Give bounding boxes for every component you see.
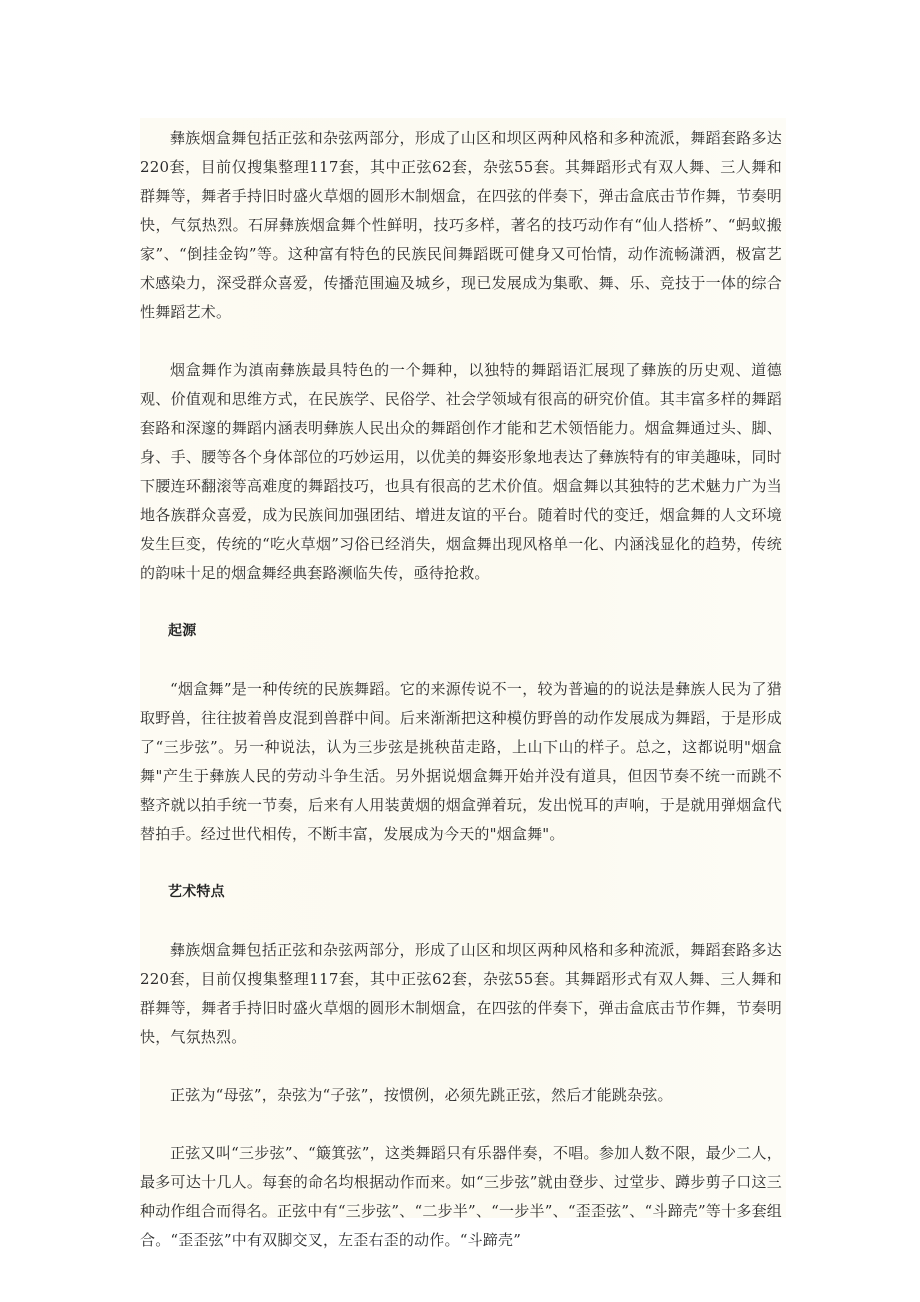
art-features-heading: 艺术特点 [168,884,225,900]
art-paragraph-2: 正弦为“母弦”，杂弦为“子弦”，按惯例，必须先跳正弦，然后才能跳杂弦。 [170,1086,673,1104]
document-page [140,118,786,1249]
art-paragraph-3: 正弦又叫“三步弦”、“簸箕弦”，这类舞蹈只有乐器伴奏，不唱。参加人数不限，最少二人，最多可达十几人。每套的命名均根据动作而来。如“三步弦”就由登步、过堂步、蹲步剪子口这三种动作组合而得名。正弦中有“三步弦”、“二步半”、“一步半”、“歪歪弦”、“斗蹄壳”等十多套组合。“歪歪弦”中有双脚交叉，左歪右歪的动作。“斗蹄壳” [140,1144,782,1249]
origin-paragraph: “烟盒舞”是一种传统的民族舞蹈。它的来源传说不一，较为普遍的的说法是彝族人民为了猎取野兽，往往披着兽皮混到兽群中间。后来渐渐把这种模仿野兽的动作发展成为舞蹈，于是形成了“三步弦”。另一种说法，认为三步弦是挑秧苗走路，上山下山的样子。总之，这都说明"烟盒舞"产生于彝族人民的劳动斗争生活。另外据说烟盒舞开始并没有道具，但因节奏不统一而跳不整齐就以拍手统一节奏，后来有人用装黄烟的烟盒弹着玩，发出悦耳的声响，于是就用弹烟盒代替拍手。经过世代相传，不断丰富，发展成为今天的"烟盒舞"。 [140,680,782,843]
art-paragraph-1: 彝族烟盒舞包括正弦和杂弦两部分，形成了山区和坝区两种风格和多种流派，舞蹈套路多达220套，目前仅搜集整理117套，其中正弦62套，杂弦55套。其舞蹈形式有双人舞、三人舞和群舞等，舞者手持旧时盛火草烟的圆形木制烟盒，在四弦的伴奏下，弹击盒底击节作舞，节奏明快，气氛热烈。 [140,941,782,1046]
origin-heading: 起源 [168,623,197,639]
intro-paragraph-2: 烟盒舞作为滇南彝族最具特色的一个舞种，以独特的舞蹈语汇展现了彝族的历史观、道德观、价值观和思维方式，在民族学、民俗学、社会学领域有很高的研究价值。其丰富多样的舞蹈套路和深邃的舞蹈内涵表明彝族人民出众的舞蹈创作才能和艺术领悟能力。烟盒舞通过头、脚、身、手、腰等各个身体部位的巧妙运用，以优美的舞姿形象地表达了彝族特有的审美趣味，同时下腰连环翻滚等高难度的舞蹈技巧，也具有很高的艺术价值。烟盒舞以其独特的艺术魅力广为当地各族群众喜爱，成为民族间加强团结、增进友谊的平台。随着时代的变迁，烟盒舞的人文环境发生巨变，传统的“吃火草烟”习俗已经消失，烟盒舞出现风格单一化、内涵浅显化的趋势，传统的韵味十足的烟盒舞经典套路濒临失传，亟待抢救。 [140,361,782,582]
intro-paragraph-1: 彝族烟盒舞包括正弦和杂弦两部分，形成了山区和坝区两种风格和多种流派，舞蹈套路多达220套，目前仅搜集整理117套，其中正弦62套，杂弦55套。其舞蹈形式有双人舞、三人舞和群舞等，舞者手持旧时盛火草烟的圆形木制烟盒，在四弦的伴奏下，弹击盒底击节作舞，节奏明快，气氛热烈。石屏彝族烟盒舞个性鲜明，技巧多样，著名的技巧动作有“仙人搭桥”、“蚂蚁搬家”、“倒挂金钩”等。这种富有特色的民族民间舞蹈既可健身又可怡情，动作流畅潇洒，极富艺术感染力，深受群众喜爱，传播范围遍及城乡，现已发展成为集歌、舞、乐、竞技于一体的综合性舞蹈艺术。 [140,129,782,321]
article-body [140,118,786,1255]
